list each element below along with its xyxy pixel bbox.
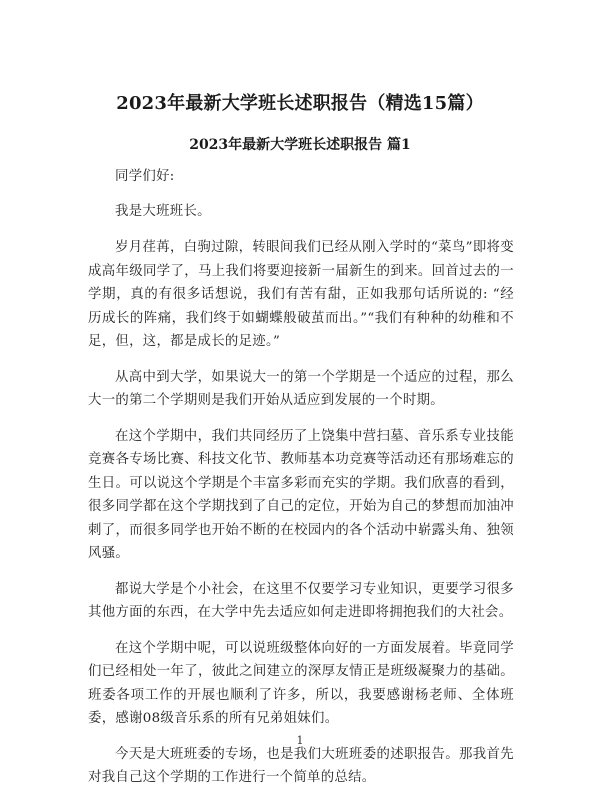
document-body xyxy=(88,158,514,790)
paragraph: 在这个学期中，我们共同经历了上饶集中营扫墓、音乐系专业技能竞赛各专场比赛、科技文化节、教师基本功竞赛等活动还有那场难忘的生日。可以说这个学期是个丰富多彩而充实的学期。我们欣喜的看到，很多同学都在这个学期找到了自己的定位，开始为自己的梦想而加油冲刺了，而很多同学也开始不断的在校园内的各个活动中崭露头角、独领风骚。 xyxy=(88,428,514,561)
paragraph: 今天是大班班委的专场，也是我们大班班委的述职报告。那我首先对我自己这个学期的工作进行一个简单的总结。 xyxy=(88,746,514,785)
page-number: 1 xyxy=(296,734,304,747)
document-title: 2023年最新大学班长述职报告（精选15篇） xyxy=(116,93,484,114)
section-title: 2023年最新大学班长述职报告 篇1 xyxy=(189,137,411,153)
paragraph: 在这个学期中呢，可以说班级整体向好的一方面发展着。毕竟同学们已经相处一年了，彼此之间建立的深厚友情正是班级凝聚力的基础。班委各项工作的开展也顺利了许多，所以，我要感谢杨老师、全体班委，感谢08级音乐系的所有兄弟姐妹们。 xyxy=(88,640,514,726)
paragraph-intro: 我是大班班长。 xyxy=(115,203,211,219)
paragraph: 岁月荏苒，白驹过隙，转眼间我们已经从刚入学时的“菜鸟”即将变成高年级同学了，马上我们将要迎接新一届新生的到来。回首过去的一学期，真的有很多话想说，我们有苦有甜，正如我那句话所说的: “经历成长的阵痛，我们终于如蝴蝶般破茧而出。”“我们有种种的幼稚和不足，但，这，都是成长的足迹。” xyxy=(88,240,514,349)
paragraph: 都说大学是个小社会，在这里不仅要学习专业知识，更要学习很多其他方面的东西，在大学中先去适应如何走进即将拥抱我们的大社会。 xyxy=(88,581,514,620)
paragraph: 从高中到大学，如果说大一的第一个学期是一个适应的过程，那么大一的第二个学期则是我们开始从适应到发展的一个时期。 xyxy=(88,369,514,408)
paragraph-greeting: 同学们好: xyxy=(115,169,175,184)
